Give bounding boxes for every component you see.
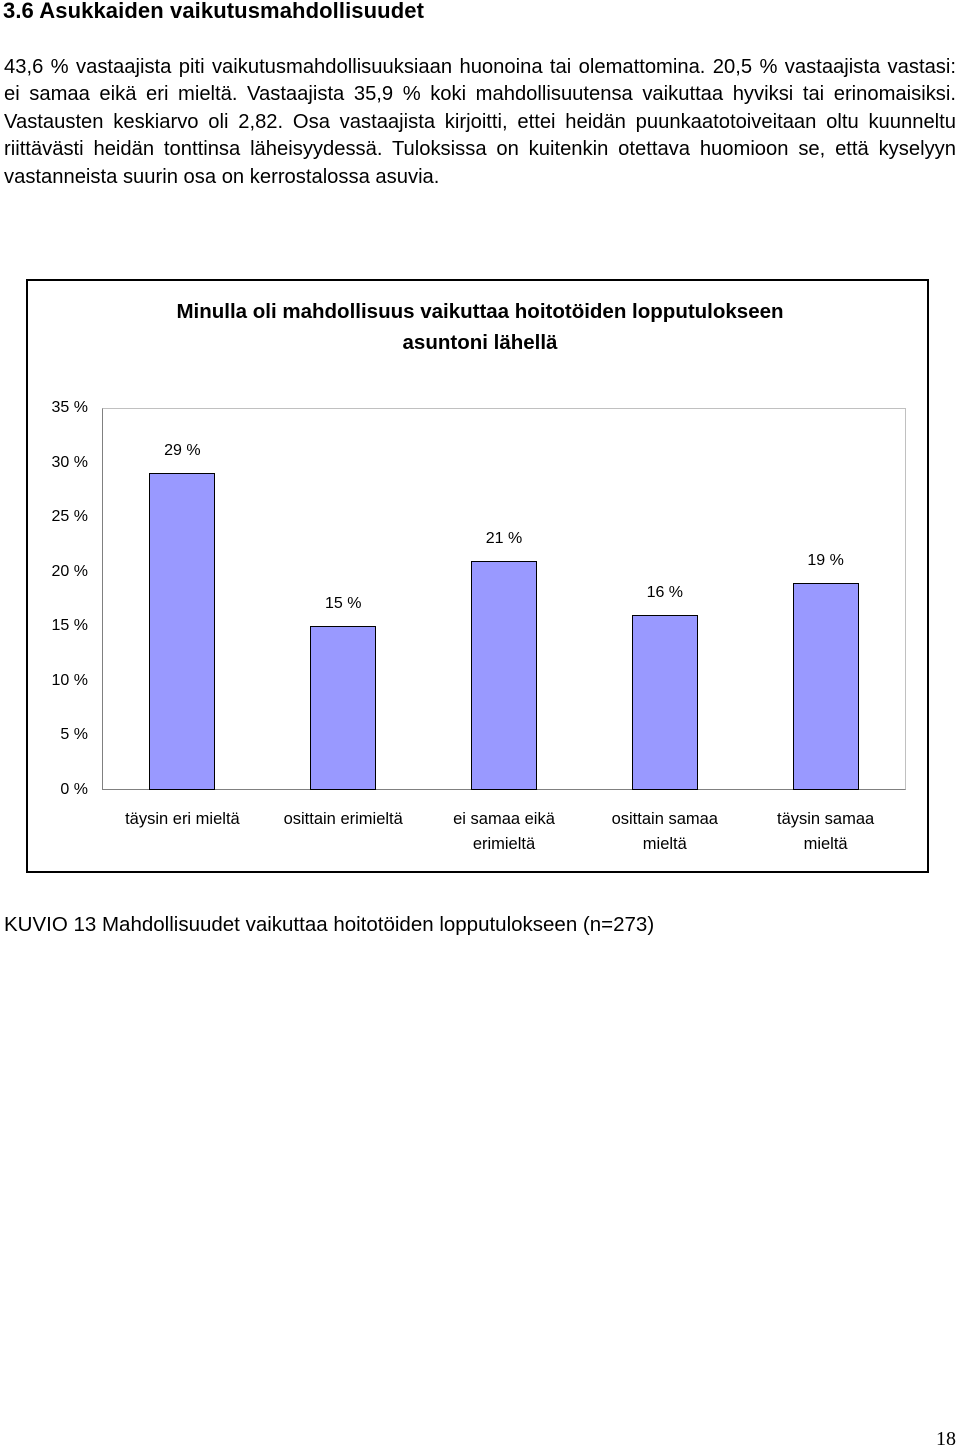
y-tick-label: 35 % — [51, 399, 88, 416]
y-tick-label: 15 % — [51, 617, 88, 635]
bar-value-label: 19 % — [807, 551, 844, 569]
x-tick-label — [100, 807, 264, 832]
x-tick-label-line: erimieltä — [472, 835, 536, 853]
bar — [632, 615, 698, 790]
chart-title-line-1: Minulla oli mahdollisuus vaikuttaa hoitotöiden lopputulokseen — [176, 300, 784, 323]
bar-value-label: 29 % — [164, 442, 201, 460]
chart-title — [0, 296, 960, 358]
figure-caption: KUVIO 13 Mahdollisuudet vaikuttaa hoitotöiden lopputulokseen (n=273) — [4, 913, 655, 936]
x-tick-label — [744, 807, 908, 857]
chart-title-line-2: asuntoni lähellä — [402, 331, 558, 354]
bar — [471, 561, 537, 790]
page-number: 18 — [936, 1428, 956, 1450]
bar — [793, 583, 859, 790]
x-tick-label-line: täysin eri mieltä — [125, 810, 240, 828]
x-tick-label-line: osittain samaa — [611, 810, 718, 828]
x-tick-label-line: ei samaa eikä — [453, 810, 555, 828]
x-tick-label-line: mieltä — [803, 835, 848, 853]
bar-value-label: 16 % — [646, 584, 684, 602]
bar-value-label: 21 % — [485, 529, 523, 547]
x-tick-label — [261, 807, 425, 832]
x-tick-label — [422, 807, 586, 857]
x-tick-label-line: mieltä — [642, 835, 687, 853]
y-tick-label: 25 % — [51, 508, 88, 526]
x-tick-label — [583, 807, 747, 857]
bar — [310, 626, 376, 790]
y-tick-label: 10 % — [51, 671, 88, 689]
bar-value-label: 15 % — [324, 595, 362, 613]
y-tick-label: 30 % — [51, 453, 88, 471]
x-tick-label-line: täysin samaa — [776, 810, 875, 828]
body-paragraph: 43,6 % vastaajista piti vaikutusmahdollisuuksiaan huonoina tai olemattomina. 20,5 % vastaajista vastasi: ei samaa eikä eri mieltä. Vastaajista 35,9 % koki mahdollisuutensa vaikuttaa hyviksi tai erinomaisiksi. Vastausten keskiarvo oli 2,82. Osa vastaajista kirjoitti, ettei heidän puunkaatotoiveitaan oltu kuunneltu riittävästi heidän tonttinsa läheisyydessä. Tuloksissa on kuitenkin otettava huomioon se, että kyselyyn vastanneista suurin osa on kerrostalossa asuvia. — [4, 56, 956, 188]
y-tick-label: 20 % — [51, 562, 88, 580]
y-tick-label: 5 % — [60, 726, 88, 744]
section-heading: 3.6 Asukkaiden vaikutusmahdollisuudet — [3, 0, 425, 23]
bar — [149, 473, 215, 790]
y-tick-label: 0 % — [60, 781, 88, 798]
x-tick-label-line: osittain erimieltä — [283, 810, 403, 828]
